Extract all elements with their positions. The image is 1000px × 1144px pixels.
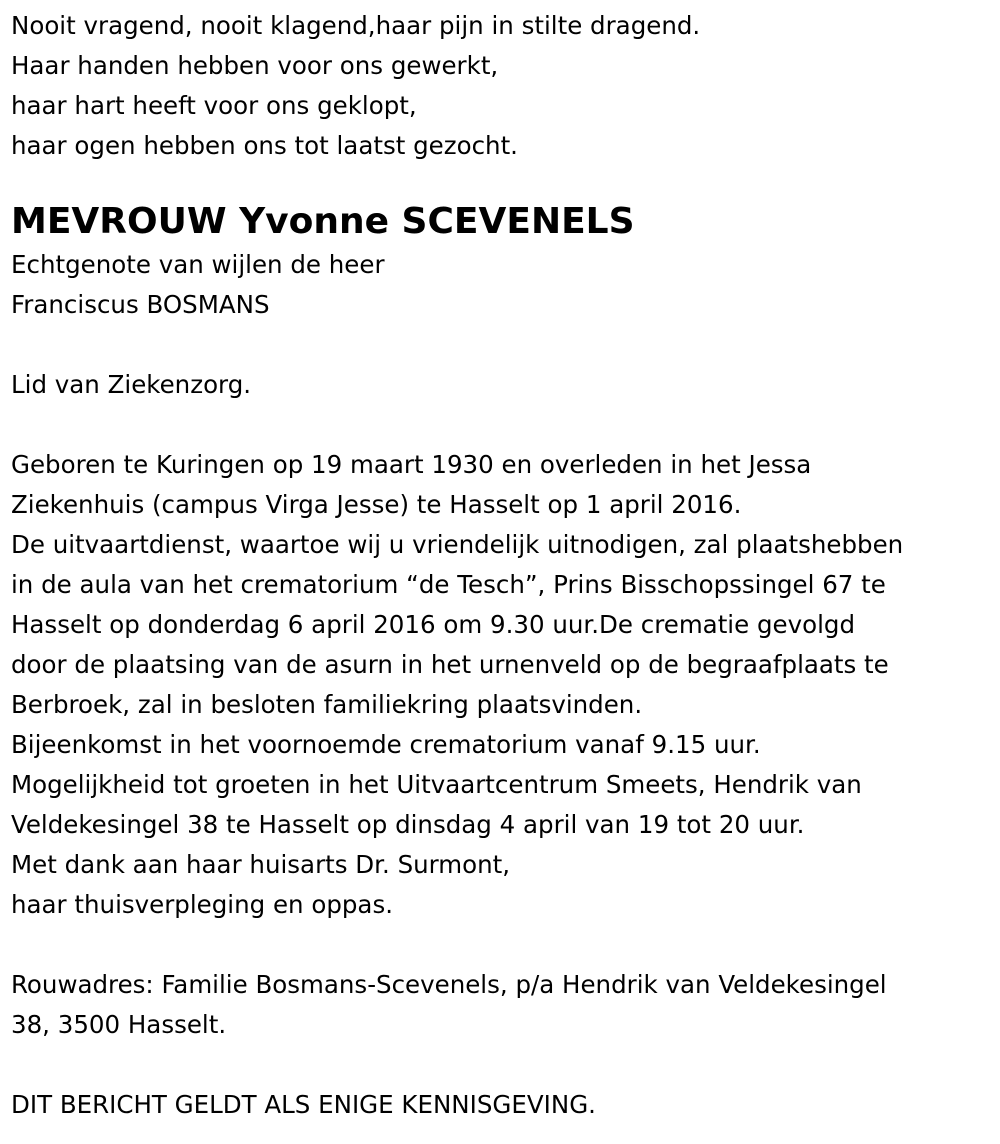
mourning-address: [11, 965, 991, 1045]
poem-line: Haar handen hebben voor ons gewerkt,: [11, 51, 499, 80]
spouse-line: Franciscus BOSMANS: [11, 290, 270, 319]
detail-line: door de plaatsing van de asurn in het urnenveld op de begraafplaats te: [11, 650, 889, 679]
poem: [11, 6, 991, 166]
notice-statement: DIT BERICHT GELDT ALS ENIGE KENNISGEVING.: [11, 1090, 596, 1119]
deceased-name: MEVROUW Yvonne SCEVENELS: [11, 201, 635, 242]
detail-line: haar thuisverpleging en oppas.: [11, 890, 393, 919]
address-line: 38, 3500 Hasselt.: [11, 1010, 227, 1039]
poem-line: Nooit vragend, nooit klagend,haar pijn in stilte dragend.: [11, 11, 701, 40]
detail-line: Mogelijkheid tot groeten in het Uitvaartcentrum Smeets, Hendrik van: [11, 770, 862, 799]
detail-line: Bijeenkomst in het voornoemde crematorium vanaf 9.15 uur.: [11, 730, 761, 759]
funeral-details: [11, 445, 991, 925]
spouse-info: [11, 245, 991, 325]
obituary-notice: [11, 6, 991, 1125]
membership: Lid van Ziekenzorg.: [11, 370, 252, 399]
spouse-line: Echtgenote van wijlen de heer: [11, 250, 385, 279]
poem-line: haar ogen hebben ons tot laatst gezocht.: [11, 131, 518, 160]
detail-line: De uitvaartdienst, waartoe wij u vriendelijk uitnodigen, zal plaatshebben: [11, 530, 904, 559]
detail-line: Veldekesingel 38 te Hasselt op dinsdag 4 april van 19 tot 20 uur.: [11, 810, 805, 839]
detail-line: Hasselt op donderdag 6 april 2016 om 9.30 uur.De crematie gevolgd: [11, 610, 855, 639]
detail-line: Met dank aan haar huisarts Dr. Surmont,: [11, 850, 511, 879]
detail-line: Berbroek, zal in besloten familiekring plaatsvinden.: [11, 690, 643, 719]
poem-line: haar hart heeft voor ons geklopt,: [11, 91, 417, 120]
detail-line: Geboren te Kuringen op 19 maart 1930 en overleden in het Jessa: [11, 450, 812, 479]
detail-line: in de aula van het crematorium “de Tesch”, Prins Bisschopssingel 67 te: [11, 570, 886, 599]
address-line: Rouwadres: Familie Bosmans-Scevenels, p/a Hendrik van Veldekesingel: [11, 970, 887, 999]
detail-line: Ziekenhuis (campus Virga Jesse) te Hasselt op 1 april 2016.: [11, 490, 742, 519]
